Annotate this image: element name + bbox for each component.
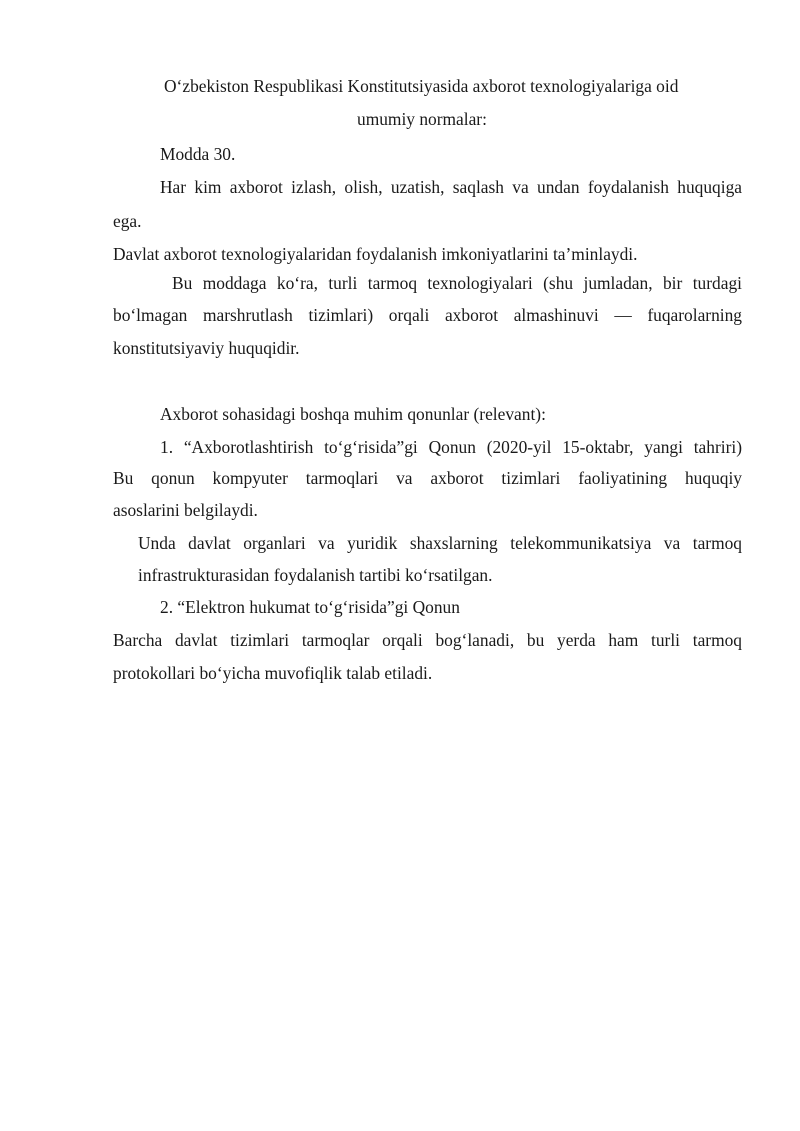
document-title-line-1: O‘zbekiston Respublikasi Konstitutsiyasida axborot texnologiyalariga oid [164, 76, 679, 96]
law2-desc-line-1: Barcha davlat tizimlari tarmoqlar orqali bog‘lanadi, bu yerda ham turli tarmoq [113, 630, 742, 650]
other-laws-heading: Axborot sohasidagi boshqa muhim qonunlar (relevant): [160, 404, 546, 424]
law1-title: 1. “Axborotlashtirish to‘g‘risida”gi Qonun (2020-yil 15-oktabr, yangi tahriri) [160, 437, 742, 457]
law2-desc-line-2: protokollari bo‘yicha muvofiqlik talab etiladi. [113, 663, 433, 683]
law2-title: 2. “Elektron hukumat to‘g‘risida”gi Qonun [160, 597, 460, 617]
document-title-line-2: umumiy normalar: [357, 109, 487, 129]
state-text: Davlat axborot texnologiyalaridan foydalanish imkoniyatlarini ta’minlaydi. [113, 244, 638, 264]
article-text-line-2: ega. [113, 211, 142, 231]
article-heading: Modda 30. [160, 144, 236, 164]
law1-desc-line-1: Bu qonun kompyuter tarmoqlari va axborot tizimlari faoliyatining huquqiy [113, 468, 742, 488]
law1-desc-line-2: asoslarini belgilaydi. [113, 500, 258, 520]
commentary-line-2: bo‘lmagan marshrutlash tizimlari) orqali axborot almashinuvi — fuqarolarning [113, 305, 742, 325]
commentary-line-3: konstitutsiyaviy huquqidir. [113, 338, 300, 358]
law1-note-line-1: Unda davlat organlari va yuridik shaxslarning telekommunikatsiya va tarmoq [138, 533, 742, 553]
law1-note-line-2: infrastrukturasidan foydalanish tartibi ko‘rsatilgan. [138, 565, 493, 585]
commentary-line-1: Bu moddaga ko‘ra, turli tarmoq texnologiyalari (shu jumladan, bir turdagi [172, 273, 742, 293]
article-text-line-1: Har kim axborot izlash, olish, uzatish, saqlash va undan foydalanish huquqiga [160, 177, 742, 197]
